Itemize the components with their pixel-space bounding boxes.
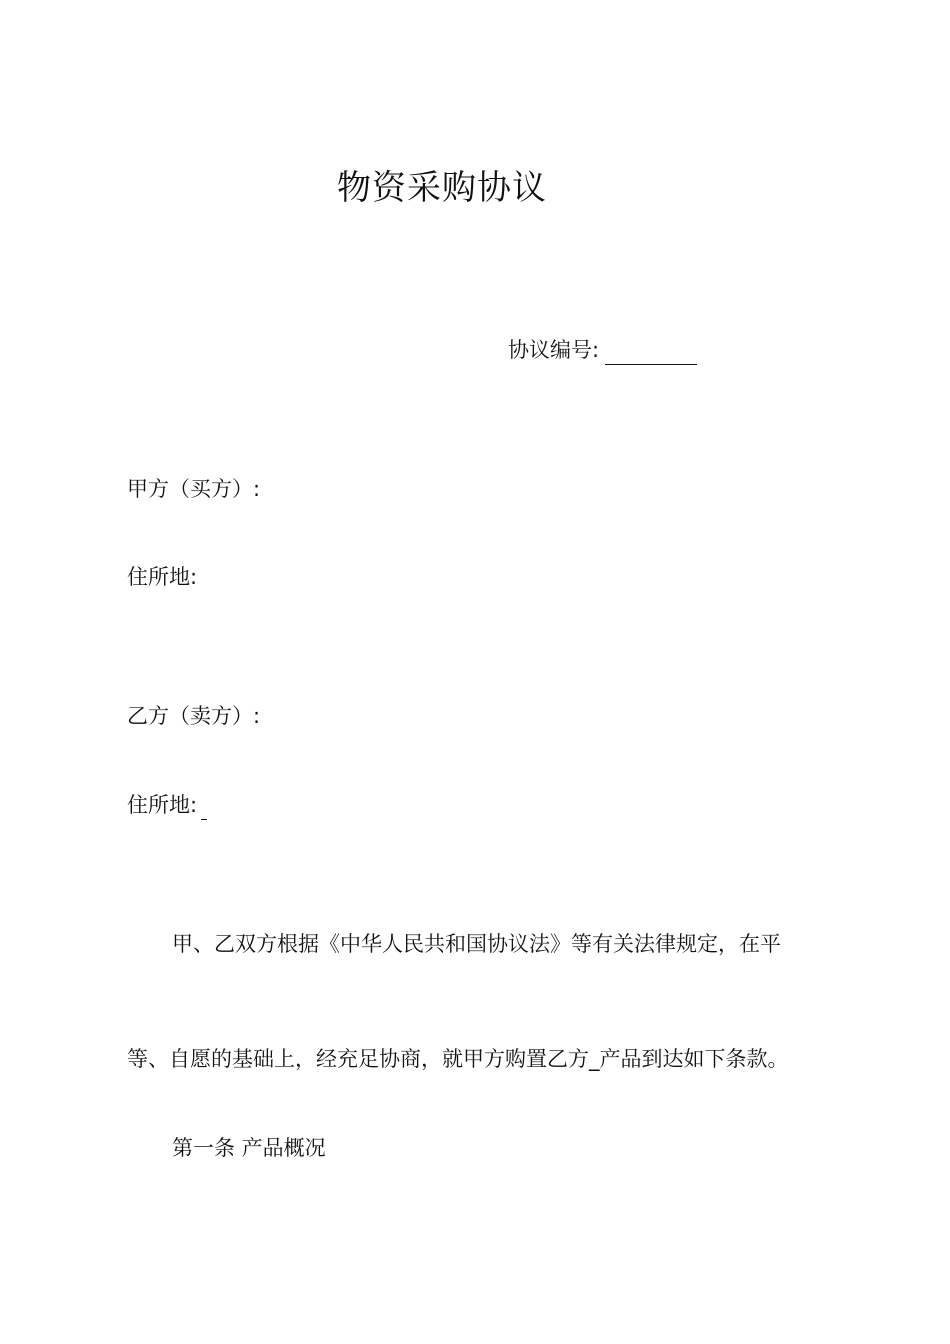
party-a-address-label: 住所地: [127,565,198,589]
article-1-heading: 第一条 产品概况 [172,1136,326,1160]
agreement-number-row [508,335,697,365]
agreement-number-label: 协议编号: [508,338,600,362]
party-b-label: 乙方（卖方）: [127,704,261,728]
agreement-number-blank[interactable] [605,342,697,365]
party-b-address-blank[interactable] [201,797,207,820]
party-b-address-row [127,790,207,820]
document-title: 物资采购协议 [337,168,547,208]
party-a-label: 甲方（买方）: [127,477,261,501]
intro-paragraph-line-2: 等、自愿的基础上，经充足协商，就甲方购置乙方_产品到达如下条款。 [127,1047,789,1071]
intro-paragraph-line-1: 甲、乙双方根据《中华人民共和国协议法》等有关法律规定，在平 [172,932,781,956]
party-b-address-label: 住所地: [127,793,198,817]
